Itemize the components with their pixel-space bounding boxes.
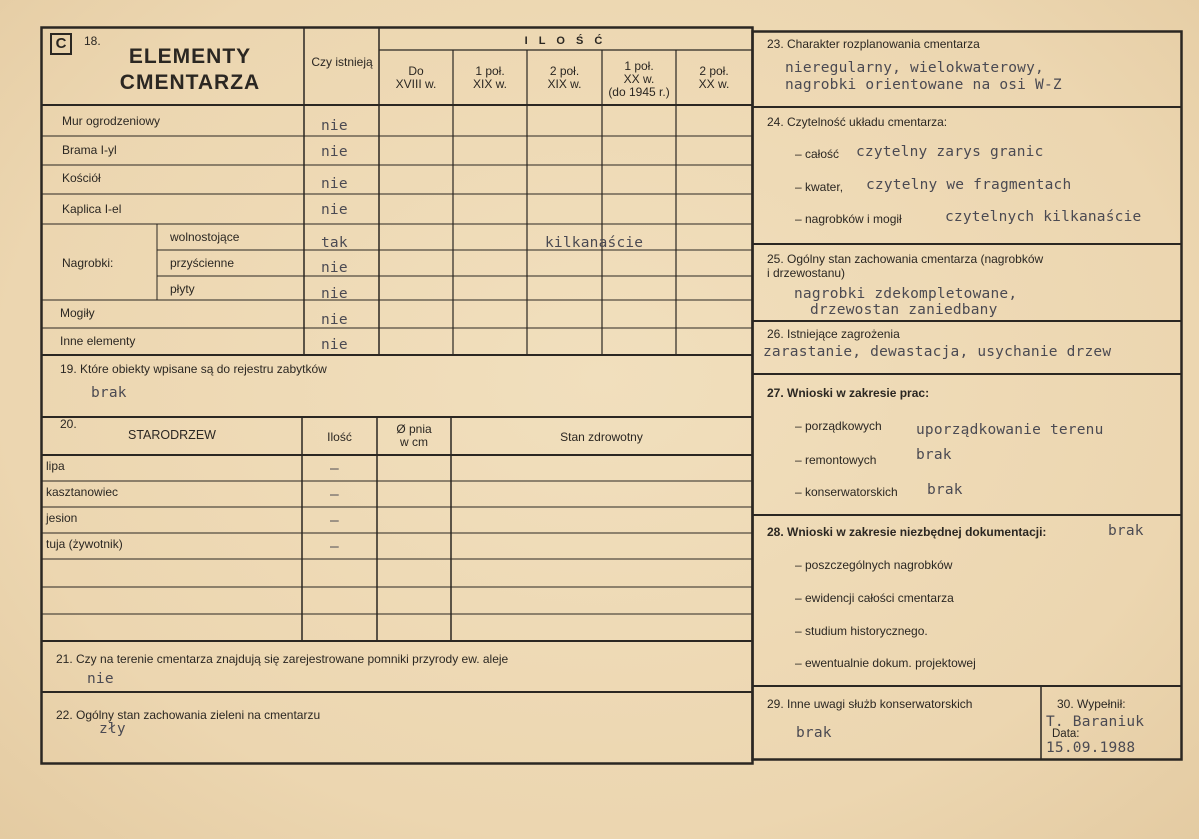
row-label-nagrobki: Nagrobki: (62, 256, 114, 270)
pnia-col-header: Ø pnia w cm (396, 422, 432, 449)
doc-item: – poszczególnych nagrobków (795, 558, 953, 572)
row-label-przyscienne: przyścienne (170, 256, 235, 270)
section-21-label: 21. Czy na terenie cmentarza znajdują się zarejestrowane pomniki przyrody ew. aleje (56, 652, 509, 666)
value-plyty: nie (321, 286, 348, 302)
period-header: 1 poł. XX w. (do 1945 r.) (608, 59, 670, 99)
row-label-brama: Brama I-yl (62, 143, 117, 157)
row-label-mur: Mur ogrodzeniowy (62, 114, 161, 128)
kwater-label: – kwater, (795, 180, 844, 194)
tree-qty: – (330, 513, 339, 529)
period-header: Do XVIII w. (395, 64, 437, 91)
section-23-line1: nieregularny, wielokwaterowy, (785, 60, 1044, 76)
starodrzew-title: STARODRZEW (128, 428, 216, 442)
section-23-line2: nagrobki orientowane na osi W-Z (785, 77, 1062, 93)
section-letter: C (50, 33, 72, 55)
section-25-label2: i drzewostanu) (767, 266, 846, 280)
tree-name: tuja (żywotnik) (46, 537, 123, 551)
ilosc-header: I L O Ś Ć (524, 35, 607, 47)
value-kaplica: nie (321, 202, 348, 218)
value-przyscienne: nie (321, 260, 348, 276)
value-mur: nie (321, 118, 348, 134)
tree-qty: – (330, 461, 339, 477)
value-mogily: nie (321, 312, 348, 328)
value-brama: nie (321, 144, 348, 160)
row-label-kaplica: Kaplica I-el (62, 202, 122, 216)
doc-item: – ewentualnie dokum. projektowej (795, 656, 976, 670)
section-28-label: 28. Wnioski w zakresie niezbędnej dokumentacji: (767, 525, 1047, 539)
section-29-value: brak (796, 725, 832, 741)
tree-qty: – (330, 487, 339, 503)
section-19-label: 19. Które obiekty wpisane są do rejestru zabytków (60, 362, 327, 376)
ilosc-col-header: Ilość (327, 430, 352, 444)
row-label-kosciol: Kościół (62, 171, 101, 185)
section-26-label: 26. Istniejące zagrożenia (767, 327, 900, 341)
section-19-value: brak (91, 385, 127, 401)
kwater-value: czytelny we fragmentach (866, 177, 1072, 193)
tree-name: lipa (46, 459, 65, 473)
filled-by-name: T. Baraniuk (1046, 714, 1145, 730)
value-kosciol: nie (321, 176, 348, 192)
nagrobkow-label: – nagrobków i mogił (795, 212, 902, 226)
konserwatorskich-label: – konserwatorskich (795, 485, 898, 499)
remontowych-label: – remontowych (795, 453, 877, 467)
value-wolnostojace: tak (321, 235, 348, 251)
section-18-number: 18. (84, 34, 101, 48)
tree-name: kasztanowiec (46, 485, 119, 499)
konserwatorskich-value: brak (927, 482, 963, 498)
section-24-label: 24. Czytelność układu cmentarza: (767, 115, 948, 129)
section-27-label: 27. Wnioski w zakresie prac: (767, 386, 930, 400)
nagrobkow-value: czytelnych kilkanaście (945, 209, 1142, 225)
section-18-title: ELEMENTY CMENTARZA (119, 45, 261, 94)
filled-date: 15.09.1988 (1046, 740, 1136, 756)
row-label-wolnostojace: wolnostojące (170, 230, 240, 244)
period-header: 2 poł. XIX w. (547, 64, 582, 91)
section-22-label: 22. Ogólny stan zachowania zieleni na cmentarzu (56, 708, 321, 722)
section-30-label: 30. Wypełnił: (1057, 697, 1126, 711)
row-label-mogily: Mogiły (60, 306, 95, 320)
tree-name: jesion (46, 511, 78, 525)
section-23-label: 23. Charakter rozplanowania cmentarza (767, 37, 980, 51)
period-header: 1 poł. XIX w. (472, 64, 507, 91)
calosc-value: czytelny zarys granic (856, 144, 1044, 160)
value-inne: nie (321, 337, 348, 353)
row-label-inne: Inne elementy (60, 334, 136, 348)
period-header: 2 poł. XX w. (698, 64, 730, 91)
calosc-label: – całość (795, 147, 840, 161)
section-29-label: 29. Inne uwagi służb konserwatorskich (767, 697, 973, 711)
porzadkowych-value: uporządkowanie terenu (916, 422, 1104, 438)
doc-item: – studium historycznego. (795, 624, 928, 638)
section-28-value: brak (1108, 523, 1144, 539)
remontowych-value: brak (916, 447, 952, 463)
porzadkowych-label: – porządkowych (795, 419, 882, 433)
row-label-plyty: płyty (170, 282, 195, 296)
section-25-line1: nagrobki zdekompletowane, (794, 286, 1018, 302)
czy-istnieja-header: Czy istnieją (311, 55, 373, 69)
section-26-value: zarastanie, dewastacja, usychanie drzew (763, 344, 1112, 360)
tree-qty: – (330, 539, 339, 555)
amount-wolnostojace: kilkanaście (545, 235, 644, 251)
date-label: Data: (1052, 728, 1080, 740)
stan-col-header: Stan zdrowotny (560, 430, 643, 444)
section-20-number: 20. (60, 417, 77, 431)
section-25-line2: drzewostan zaniedbany (810, 302, 998, 318)
section-25-label1: 25. Ogólny stan zachowania cmentarza (nagrobków (767, 252, 1044, 266)
section-22-value: zły (99, 721, 126, 737)
section-21-value: nie (87, 671, 114, 687)
doc-item: – ewidencji całości cmentarza (795, 591, 954, 605)
